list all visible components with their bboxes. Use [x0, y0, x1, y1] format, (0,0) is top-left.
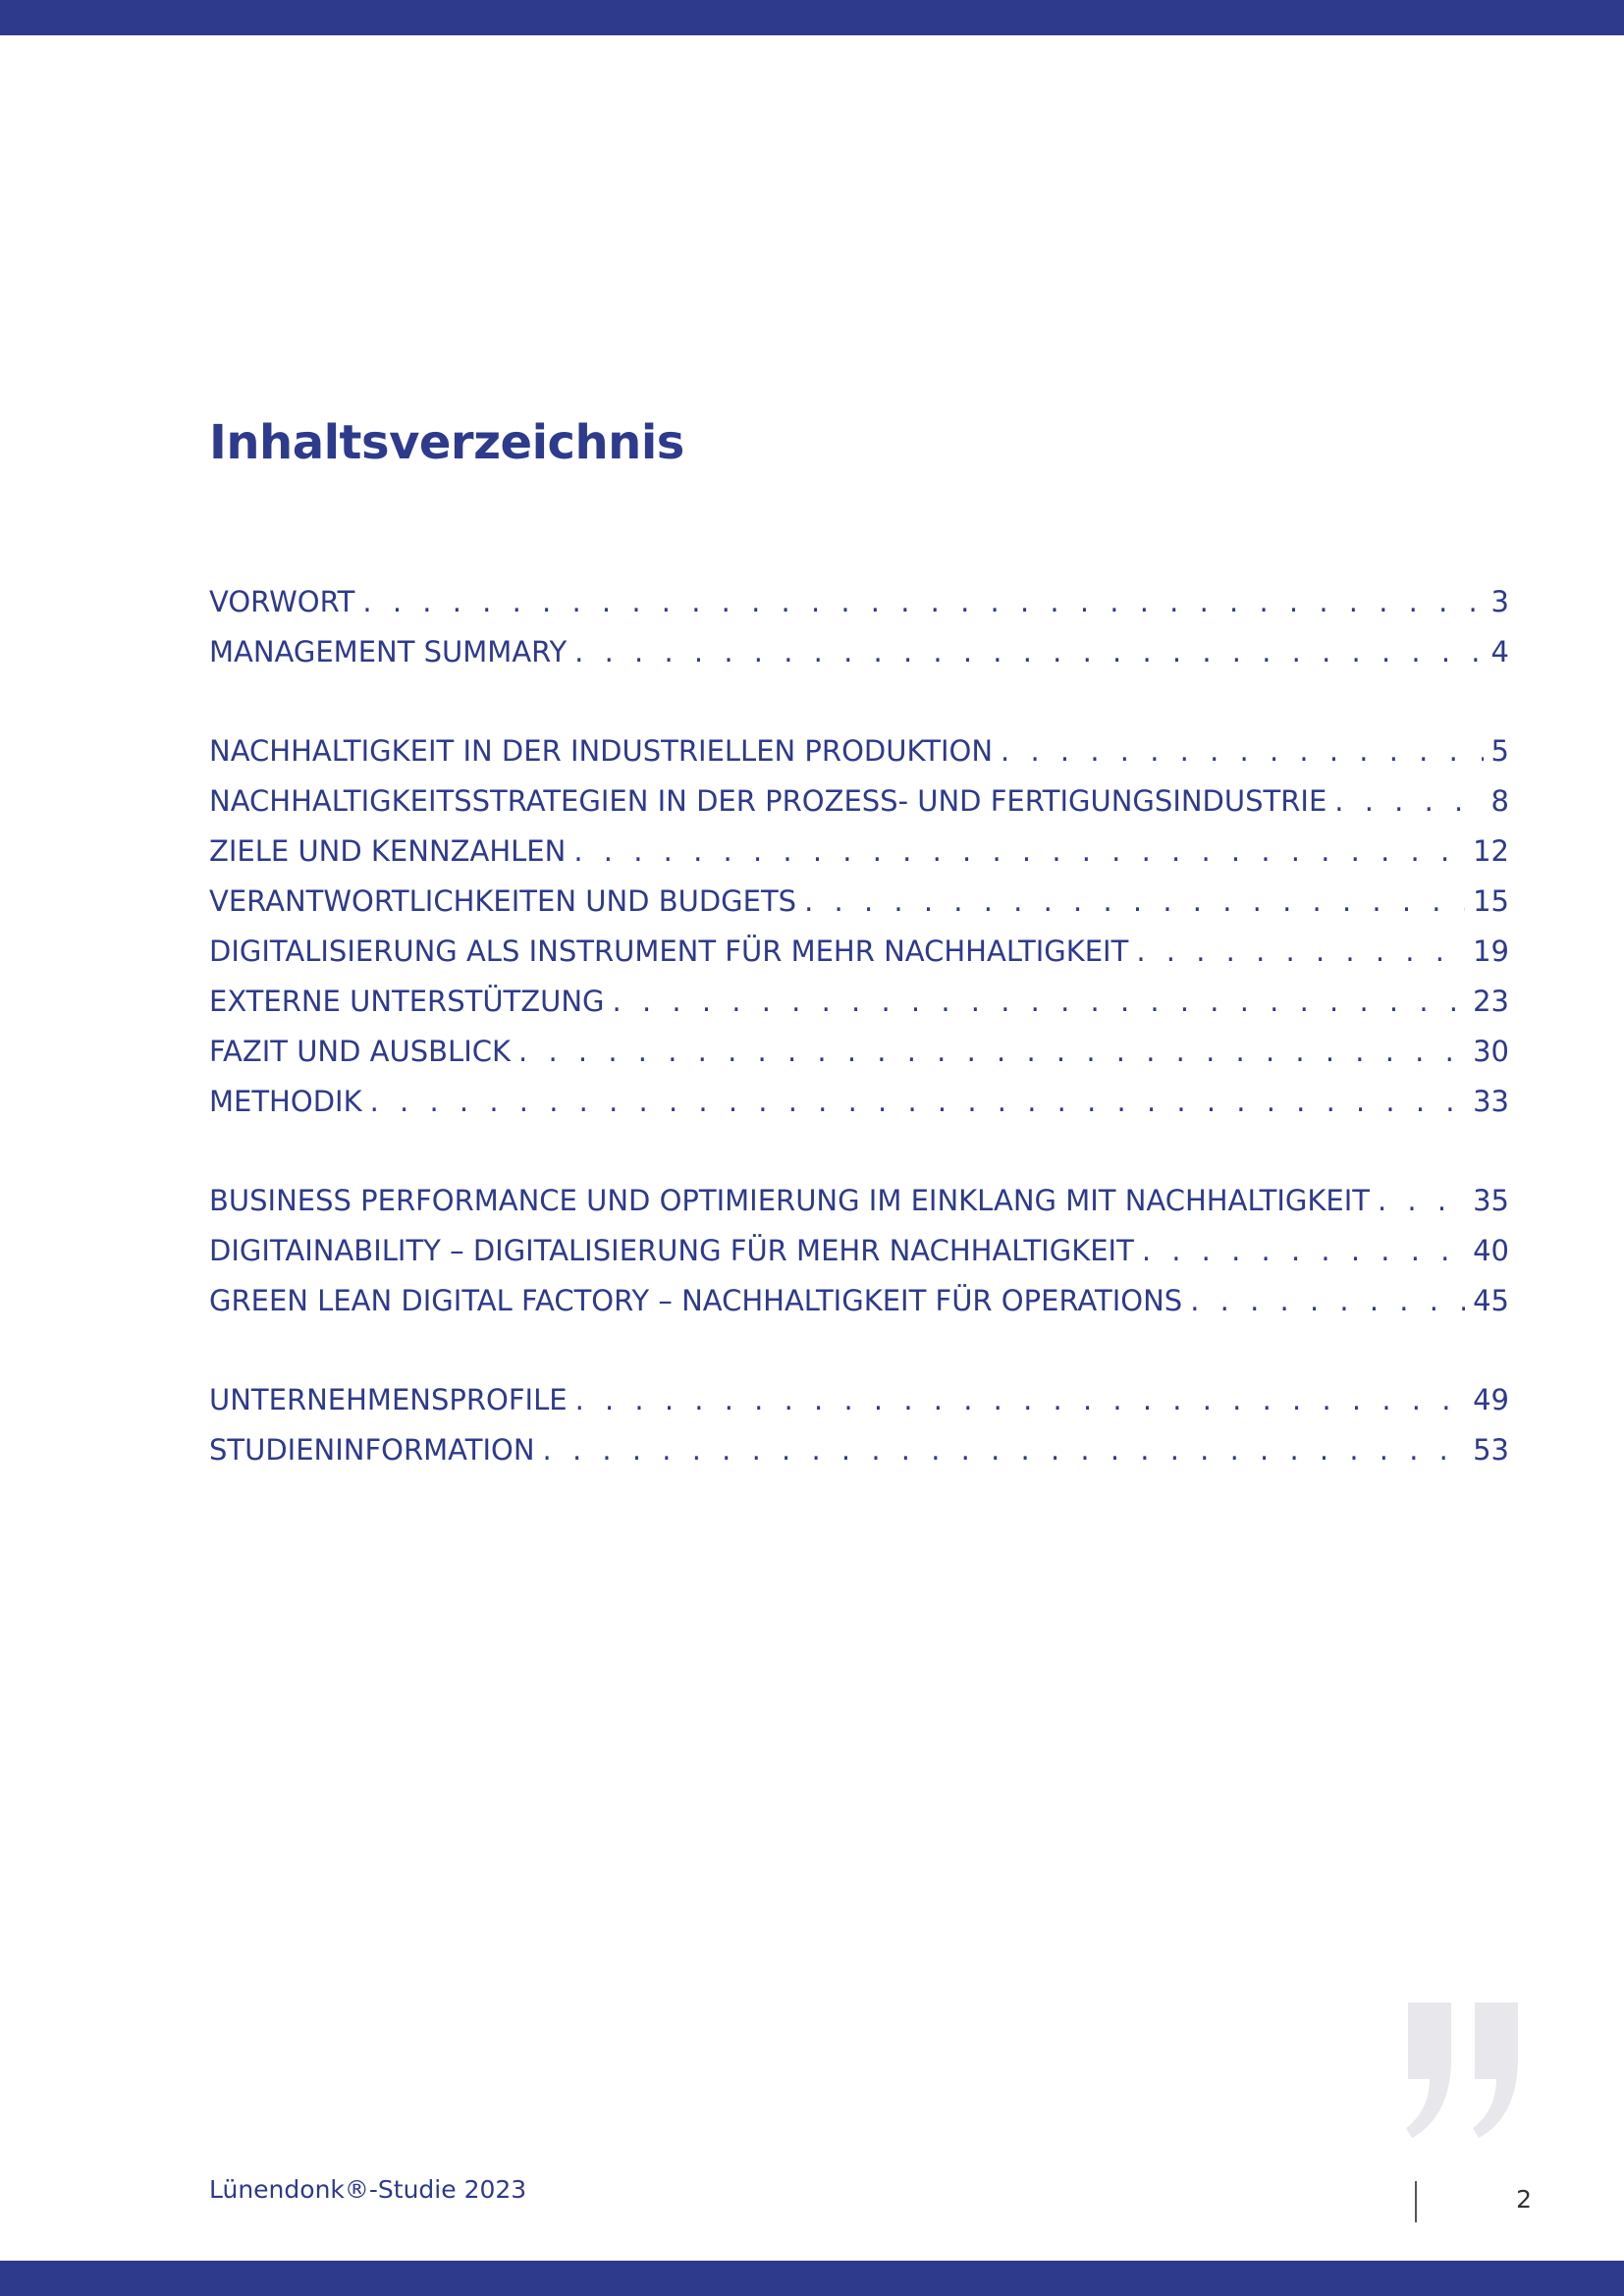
toc-leader-dots — [362, 577, 1483, 627]
toc-leader-dots — [543, 1425, 1466, 1475]
toc-leader-dots — [1136, 927, 1465, 977]
toc-entry-externe-unterstuetzung[interactable] — [209, 977, 1509, 1027]
toc-entry-label: STUDIENINFORMATION — [209, 1433, 535, 1467]
toc-group-appendix — [209, 1375, 1509, 1475]
toc-entry-page: 33 — [1473, 1085, 1509, 1118]
toc-entry-label: GREEN LEAN DIGITAL FACTORY – NACHHALTIGKEIT FÜR OPERATIONS — [209, 1284, 1183, 1317]
toc-entry-page: 12 — [1473, 834, 1509, 868]
toc-entry-page: 35 — [1473, 1184, 1509, 1217]
toc-entry-label: DIGITALISIERUNG ALS INSTRUMENT FÜR MEHR NACHHALTIGKEIT — [209, 934, 1129, 968]
toc-entry-page: 45 — [1473, 1284, 1509, 1317]
toc-entry-unternehmensprofile[interactable] — [209, 1375, 1509, 1425]
toc-entry-page: 30 — [1473, 1035, 1509, 1068]
toc-entry-label: BUSINESS PERFORMANCE UND OPTIMIERUNG IM EINKLANG MIT NACHHALTIGKEIT — [209, 1184, 1370, 1217]
toc-entry-fazit-ausblick[interactable] — [209, 1027, 1509, 1077]
toc-entry-vorwort[interactable] — [209, 577, 1509, 627]
toc-entry-page: 15 — [1473, 884, 1509, 918]
toc-entry-label: MANAGEMENT SUMMARY — [209, 635, 568, 668]
toc-entry-business-performance[interactable] — [209, 1176, 1509, 1226]
toc-entry-page: 23 — [1473, 985, 1509, 1018]
toc-leader-dots — [1334, 776, 1483, 827]
toc-entry-page: 8 — [1490, 784, 1509, 818]
toc-entry-page: 3 — [1490, 585, 1509, 618]
toc-leader-dots — [575, 1375, 1466, 1425]
toc-entry-page: 19 — [1473, 934, 1509, 968]
page-number: 2 — [1516, 2185, 1532, 2214]
toc-entry-label: METHODIK — [209, 1085, 362, 1118]
toc-entry-green-lean-digital-factory[interactable] — [209, 1276, 1509, 1326]
top-bar — [0, 0, 1624, 35]
toc-entry-label: VERANTWORTLICHKEITEN UND BUDGETS — [209, 884, 797, 918]
toc-entry-label: DIGITAINABILITY – DIGITALISIERUNG FÜR MEHR NACHHALTIGKEIT — [209, 1234, 1134, 1267]
toc-entry-label: UNTERNEHMENSPROFILE — [209, 1383, 568, 1416]
toc-entry-label: NACHHALTIGKEIT IN DER INDUSTRIELLEN PRODUKTION — [209, 734, 994, 768]
toc-leader-dots — [573, 827, 1465, 877]
toc-leader-dots — [804, 877, 1465, 927]
toc-entry-page: 49 — [1473, 1383, 1509, 1416]
toc-leader-dots — [1142, 1226, 1465, 1276]
toc-entry-page: 4 — [1490, 635, 1509, 668]
toc-entry-label: NACHHALTIGKEITSSTRATEGIEN IN DER PROZESS- UND FERTIGUNGSINDUSTRIE — [209, 784, 1327, 818]
bottom-bar — [0, 2261, 1624, 2296]
toc-entry-label: VORWORT — [209, 585, 355, 618]
table-of-contents — [209, 577, 1509, 1524]
toc-entry-ziele-kennzahlen[interactable] — [209, 827, 1509, 877]
toc-entry-verantwortlichkeiten[interactable] — [209, 877, 1509, 927]
toc-group-study — [209, 726, 1509, 1127]
toc-entry-nachhaltigkeit-produktion[interactable] — [209, 726, 1509, 776]
toc-entry-label: FAZIT UND AUSBLICK — [209, 1035, 512, 1068]
toc-entry-management-summary[interactable] — [209, 627, 1509, 677]
toc-entry-label: ZIELE UND KENNZAHLEN — [209, 834, 567, 868]
closing-quote-icon — [1402, 2002, 1528, 2140]
toc-entry-page: 40 — [1473, 1234, 1509, 1267]
toc-entry-digitalisierung-instrument[interactable] — [209, 927, 1509, 977]
toc-entry-page: 5 — [1490, 734, 1509, 768]
page-title: Inhaltsverzeichnis — [209, 415, 684, 470]
toc-entry-methodik[interactable] — [209, 1077, 1509, 1127]
toc-leader-dots — [518, 1027, 1465, 1077]
toc-leader-dots — [370, 1077, 1466, 1127]
toc-leader-dots — [613, 977, 1466, 1027]
toc-leader-dots — [574, 627, 1483, 677]
footer-divider — [1415, 2181, 1417, 2222]
toc-leader-dots — [1378, 1176, 1465, 1226]
toc-entry-studieninformation[interactable] — [209, 1425, 1509, 1475]
toc-leader-dots — [1001, 726, 1484, 776]
publication-name: Lünendonk®-Studie 2023 — [209, 2175, 527, 2204]
toc-group-intro — [209, 577, 1509, 677]
toc-entry-label: EXTERNE UNTERSTÜTZUNG — [209, 985, 605, 1018]
toc-leader-dots — [1190, 1276, 1465, 1326]
toc-entry-nachhaltigkeitsstrategien[interactable] — [209, 776, 1509, 827]
toc-group-partners — [209, 1176, 1509, 1326]
toc-entry-digitainability[interactable] — [209, 1226, 1509, 1276]
toc-entry-page: 53 — [1473, 1433, 1509, 1467]
